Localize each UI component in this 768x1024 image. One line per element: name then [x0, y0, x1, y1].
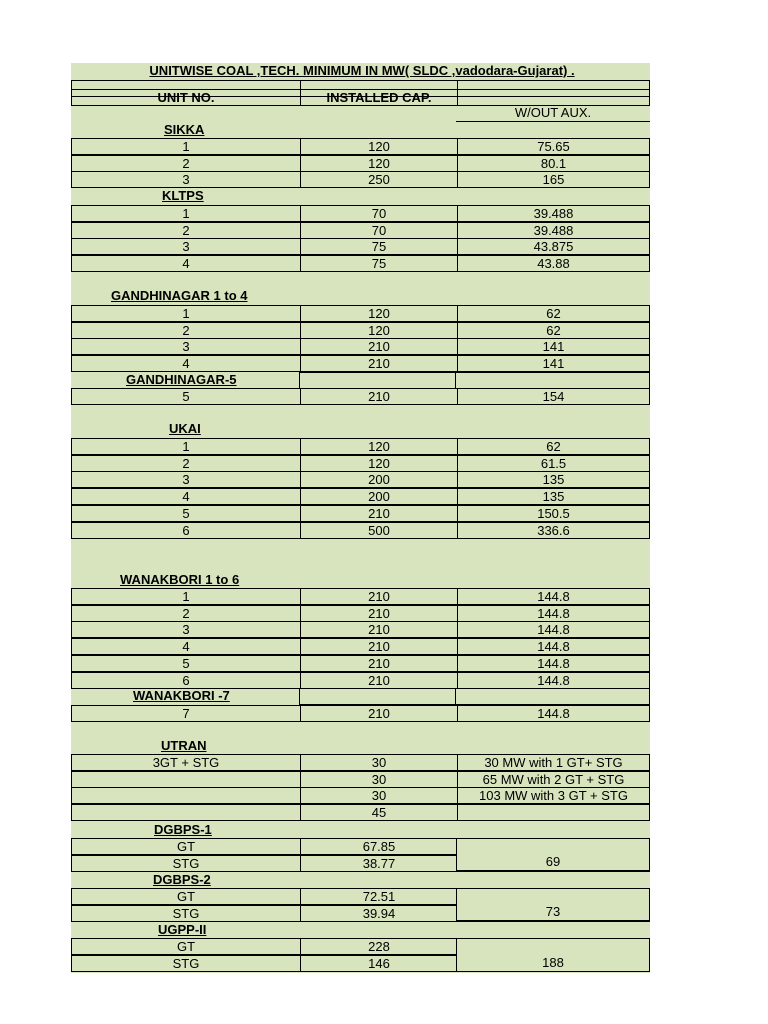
table-row — [71, 455, 650, 472]
cell-unit: 5 — [182, 389, 190, 404]
cell-unit: 2 — [182, 156, 190, 171]
table-row — [71, 471, 650, 488]
cell-capacity: 38.77 — [300, 856, 457, 871]
cell-wout-aux: 80.1 — [457, 156, 649, 171]
wanakbori-7-blank-cells — [299, 688, 650, 705]
cell-unit — [72, 805, 300, 820]
cell-wout-aux: 144.8 — [457, 656, 649, 671]
table-row — [71, 305, 650, 322]
cell-unit: 1 — [182, 439, 190, 454]
section-dgbps-1: DGBPS-1 — [154, 822, 212, 837]
cell-unit: 2 — [182, 223, 190, 238]
table-row — [71, 672, 650, 689]
cell-wout-aux — [457, 805, 649, 820]
cell-capacity: 75 — [300, 256, 457, 271]
column-header-row — [71, 89, 650, 106]
table-row — [71, 754, 650, 771]
cell-unit: 6 — [182, 523, 190, 538]
cell-capacity: 30 — [300, 772, 457, 787]
cell-wout-aux: 144.8 — [457, 589, 649, 604]
table-row — [71, 771, 650, 788]
table-row — [71, 255, 650, 272]
cell-unit: 6 — [182, 673, 190, 688]
cell-capacity: 120 — [300, 439, 457, 454]
cell-wout-aux: 75.65 — [457, 139, 649, 154]
cell-capacity: 30 — [300, 755, 457, 770]
table-row — [71, 222, 650, 239]
cell-capacity: 30 — [300, 788, 457, 803]
section-wanakbori-1-6: WANAKBORI 1 to 6 — [120, 572, 240, 587]
table-row — [71, 171, 650, 188]
cell-wout-aux: 144.8 — [457, 673, 649, 688]
cell-wout-aux: 165 — [457, 172, 649, 187]
merged-cell-dgbps-2 — [456, 888, 650, 921]
cell-capacity: 200 — [300, 489, 457, 504]
cell-wout-aux: 144.8 — [457, 706, 649, 721]
cell-capacity: 210 — [300, 339, 457, 354]
cell-unit: 3GT + STG — [152, 755, 220, 770]
cell-capacity: 200 — [300, 472, 457, 487]
table-row — [71, 787, 650, 804]
section-ugpp-ii: UGPP-II — [158, 922, 207, 937]
cell-capacity: 70 — [300, 223, 457, 238]
cell-wout-aux: 103 MW with 3 GT + STG — [457, 788, 649, 803]
cell-unit: 1 — [182, 306, 190, 321]
cell-wout-aux: 150.5 — [457, 506, 649, 521]
cell-unit: 3 — [182, 622, 190, 637]
cell-capacity: 228 — [300, 939, 457, 954]
cell-wout-aux: 39.488 — [457, 223, 649, 238]
cell-wout-aux: 61.5 — [457, 456, 649, 471]
cell-unit: 3 — [182, 172, 190, 187]
cell-capacity: 120 — [300, 323, 457, 338]
cell-wout-aux: 141 — [457, 356, 649, 371]
cell-capacity: 210 — [300, 639, 457, 654]
cell-capacity: 500 — [300, 523, 457, 538]
cell-capacity: 72.51 — [300, 889, 457, 904]
cell-unit: 5 — [182, 506, 190, 521]
cell-unit: GT — [176, 939, 196, 954]
table-row — [71, 605, 650, 622]
cell-unit: 2 — [182, 456, 190, 471]
cell-wout-aux: 144.8 — [457, 622, 649, 637]
table-row — [71, 638, 650, 655]
cell-unit: 5 — [182, 656, 190, 671]
table-row — [71, 338, 650, 355]
cell-wout-aux: 62 — [457, 439, 649, 454]
cell-wout-aux: 43.875 — [457, 239, 649, 254]
cell-capacity: 210 — [300, 356, 457, 371]
cell-capacity: 120 — [300, 139, 457, 154]
cell-capacity: 250 — [300, 172, 457, 187]
merged-cell-ugpp-ii — [456, 938, 650, 972]
cell-capacity: 210 — [300, 656, 457, 671]
cell-wout-aux: 144.8 — [457, 639, 649, 654]
table-row — [71, 588, 650, 605]
section-wanakbori-7: WANAKBORI -7 — [133, 688, 230, 703]
cell-unit: 4 — [182, 356, 190, 371]
cell-unit: 4 — [182, 639, 190, 654]
cell-unit: 2 — [182, 323, 190, 338]
cell-wout-aux: 39.488 — [457, 206, 649, 221]
section-gandhinagar-5: GANDHINAGAR-5 — [126, 372, 237, 387]
cell-unit: GT — [176, 839, 196, 854]
cell-capacity: 75 — [300, 239, 457, 254]
table-row — [71, 655, 650, 672]
cell-wout-aux: 43.88 — [457, 256, 649, 271]
cell-wout-aux: 30 MW with 1 GT+ STG — [457, 755, 649, 770]
cell-capacity: 67.85 — [300, 839, 457, 854]
section-gandhinagar-1-4: GANDHINAGAR 1 to 4 — [111, 288, 248, 303]
cell-capacity: 120 — [300, 456, 457, 471]
cell-unit: 2 — [182, 606, 190, 621]
cell-unit: 1 — [182, 139, 190, 154]
cell-unit: 3 — [182, 339, 190, 354]
cell-capacity: 210 — [300, 606, 457, 621]
cell-unit: STG — [172, 906, 200, 921]
table-row — [71, 438, 650, 455]
cell-unit: STG — [172, 856, 200, 871]
cell-capacity: 70 — [300, 206, 457, 221]
section-ukai: UKAI — [169, 421, 201, 436]
cell-unit: STG — [172, 956, 200, 971]
cell-capacity: 39.94 — [300, 906, 457, 921]
table-row — [71, 322, 650, 339]
merged-cell-dgbps-1 — [456, 838, 650, 871]
cell-capacity: 146 — [300, 956, 457, 971]
cell-wout-aux: 144.8 — [457, 606, 649, 621]
header-unit-no: UNIT NO. — [157, 90, 215, 105]
cell-wout-aux: 62 — [457, 306, 649, 321]
merged-value: 73 — [545, 904, 561, 919]
cell-capacity: 210 — [300, 622, 457, 637]
section-utran: UTRAN — [161, 738, 207, 753]
cell-capacity: 120 — [300, 156, 457, 171]
table-row — [71, 155, 650, 172]
cell-unit: 7 — [182, 706, 190, 721]
section-dgbps-2: DGBPS-2 — [153, 872, 211, 887]
table-row — [71, 488, 650, 505]
table-row — [71, 522, 650, 539]
cell-unit: 4 — [182, 256, 190, 271]
merged-value: 69 — [545, 854, 561, 869]
cell-unit: 3 — [182, 472, 190, 487]
cell-capacity: 210 — [300, 673, 457, 688]
header-wout-aux: W/OUT AUX. — [456, 105, 650, 122]
section-kltps: KLTPS — [162, 188, 204, 203]
table-row — [71, 505, 650, 522]
cell-wout-aux: 135 — [457, 489, 649, 504]
cell-wout-aux: 154 — [457, 389, 649, 404]
cell-unit: 4 — [182, 489, 190, 504]
cell-unit: GT — [176, 889, 196, 904]
table-row — [71, 804, 650, 821]
section-sikka: SIKKA — [164, 122, 205, 137]
cell-unit — [72, 788, 300, 803]
table-row — [71, 205, 650, 222]
table-row — [71, 138, 650, 155]
cell-unit: 3 — [182, 239, 190, 254]
cell-unit — [72, 772, 300, 787]
header-installed-cap: INSTALLED CAP. — [300, 90, 457, 105]
cell-wout-aux: 65 MW with 2 GT + STG — [457, 772, 649, 787]
merged-value: 188 — [542, 955, 564, 970]
sheet-title: UNITWISE COAL ,TECH. MINIMUM IN MW( SLDC ,vadodara-Gujarat) . — [149, 63, 575, 78]
cell-capacity: 45 — [300, 805, 457, 820]
cell-wout-aux: 336.6 — [457, 523, 649, 538]
cell-capacity: 210 — [300, 389, 457, 404]
table-row — [71, 238, 650, 255]
cell-capacity: 120 — [300, 306, 457, 321]
cell-capacity: 210 — [300, 589, 457, 604]
table-row — [71, 621, 650, 638]
table-row — [71, 388, 650, 405]
cell-wout-aux: 62 — [457, 323, 649, 338]
cell-wout-aux: 135 — [457, 472, 649, 487]
cell-unit: 1 — [182, 206, 190, 221]
cell-wout-aux: 141 — [457, 339, 649, 354]
cell-capacity: 210 — [300, 506, 457, 521]
cell-unit: 1 — [182, 589, 190, 604]
cell-capacity: 210 — [300, 706, 457, 721]
gandhinagar-5-blank-cells — [299, 372, 650, 389]
table-row — [71, 705, 650, 722]
table-row — [71, 355, 650, 372]
